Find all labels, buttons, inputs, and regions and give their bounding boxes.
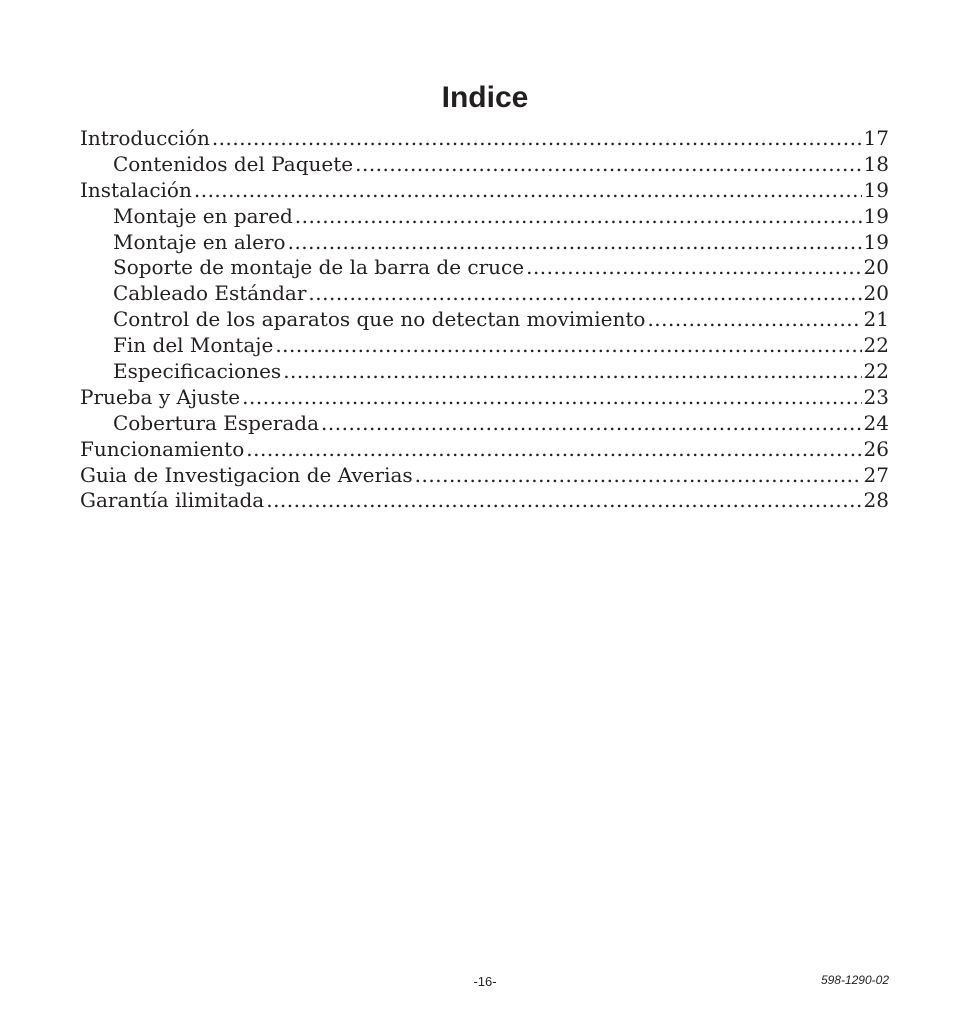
document-code: 598-1290-02 [820,973,889,987]
toc-entry-label: Instalación [80,177,192,202]
toc-entry[interactable] [80,463,889,489]
toc-entry-label: Fin del Montaje [113,333,274,358]
toc-entry[interactable] [80,359,889,385]
toc-entry-label: Guia de Investigacion de Averias [80,462,413,487]
page-title: Indice [441,81,529,115]
toc-entry[interactable] [80,204,889,230]
toc-entry-page: 24 [863,410,889,435]
toc-entry[interactable] [80,126,889,152]
dot-leader [647,307,861,333]
toc-entry[interactable] [80,230,889,256]
toc-entry-page: 20 [863,255,889,280]
toc-entry[interactable] [80,411,889,437]
dot-leader [321,411,862,437]
toc-entry[interactable] [80,385,889,411]
toc-entry-page: 22 [863,359,889,384]
dot-leader [212,126,862,152]
toc-entry-page: 17 [863,126,889,150]
page-number: -16- [473,974,497,989]
toc-entry-page: 19 [863,229,889,254]
dot-leader [295,204,862,230]
dot-leader [275,333,861,359]
toc-entry-label: Introducción [80,126,210,150]
toc-entry-page: 27 [863,462,889,487]
dot-leader [242,385,861,411]
toc-entry-label: Control de los aparatos que no detectan movimiento [113,307,646,332]
toc-entry-label: Montaje en pared [113,203,293,228]
toc-entry[interactable] [80,333,889,359]
dot-leader [288,230,862,256]
toc-entry-page: 18 [863,151,889,176]
toc-entry[interactable] [80,307,889,333]
toc-entry-label: Garantía ilimitada [80,488,265,513]
toc-entry-page: 19 [863,203,889,228]
toc-entry-page: 20 [863,281,889,306]
dot-leader [194,178,862,204]
dot-leader [415,463,862,489]
toc-entry[interactable] [80,178,889,204]
toc-entry-label: Montaje en alero [113,229,286,254]
toc-entry-label: Soporte de montaje de la barra de cruce [113,255,525,280]
toc-entry-label: Prueba y Ajuste [80,384,241,409]
toc-entry-label: Cableado Estándar [113,281,307,306]
dot-leader [266,488,861,514]
dot-leader [283,359,861,385]
toc-entry[interactable] [80,255,889,281]
toc-entry-label: Funcionamiento [80,436,245,461]
toc-entry[interactable] [80,152,889,178]
dot-leader [308,281,861,307]
toc-entry-label: Especificaciones [113,359,282,384]
toc-entry-page: 28 [863,488,889,513]
toc-entry-page: 22 [863,333,889,358]
dot-leader [355,152,861,178]
toc-entry[interactable] [80,281,889,307]
table-of-contents [80,126,889,514]
toc-entry-page: 21 [863,307,889,332]
dot-leader [246,437,861,463]
dot-leader [526,255,861,281]
toc-entry-label: Cobertura Esperada [113,410,320,435]
toc-entry-label: Contenidos del Paquete [113,151,354,176]
toc-entry-page: 23 [863,384,889,409]
toc-entry-page: 26 [863,436,889,461]
toc-entry[interactable] [80,437,889,463]
toc-entry[interactable] [80,488,889,514]
toc-entry-page: 19 [863,177,889,202]
